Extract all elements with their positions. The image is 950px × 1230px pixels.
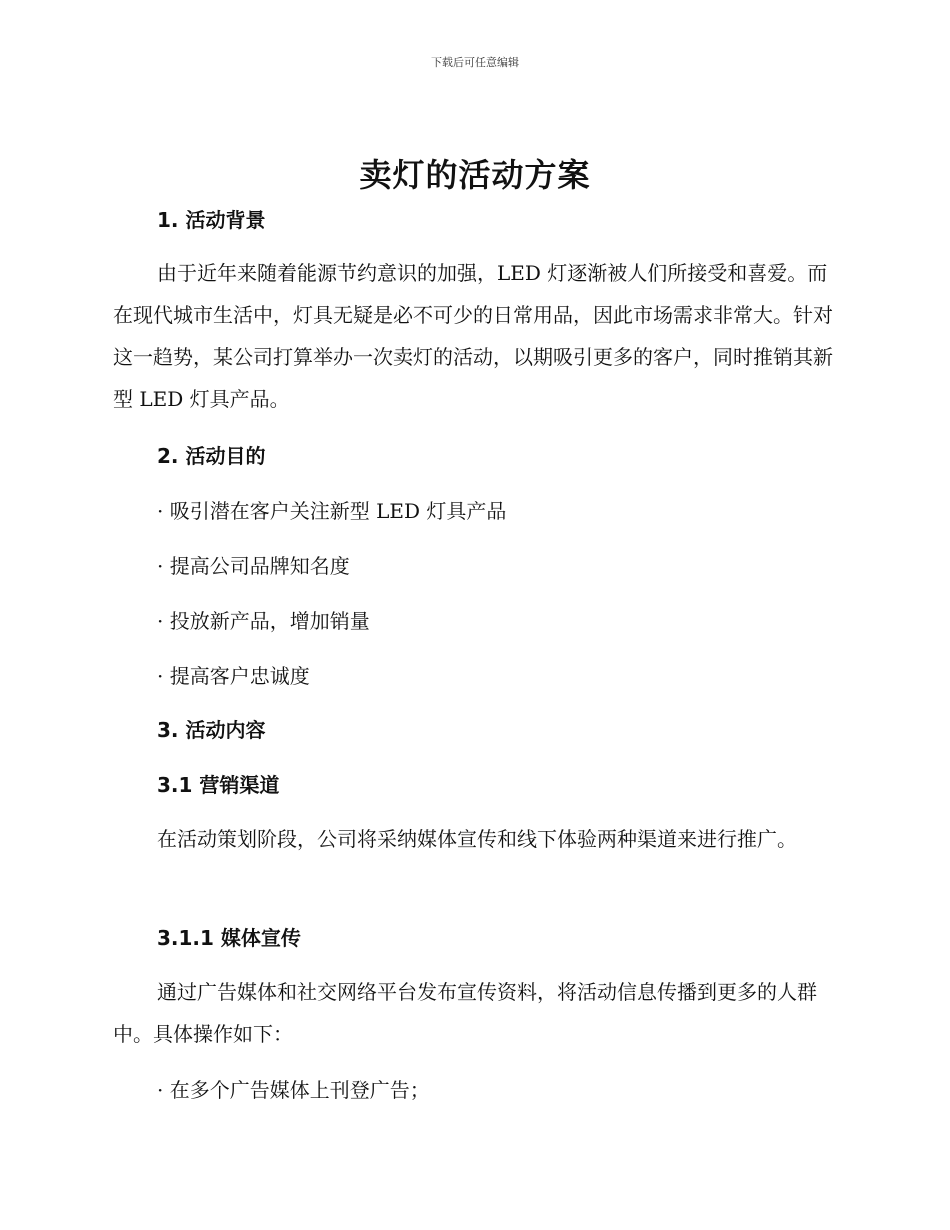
goal-list-item: · 投放新产品，增加销量	[157, 609, 370, 633]
header-note: 下载后可任意编辑	[431, 56, 519, 69]
subsection-heading-media: 3.1.1 媒体宣传	[157, 926, 301, 950]
section-heading-content: 3. 活动内容	[157, 718, 266, 742]
goal-list-item: · 提高公司品牌知名度	[157, 554, 350, 578]
document-title: 卖灯的活动方案	[359, 156, 591, 194]
background-paragraph: 由于近年来随着能源节约意识的加强，LED 灯逐渐被人们所接受和喜爱。而在现代城市生活中，灯具无疑是必不可少的日常用品，因此市场需求非常大。针对这一趋势，某公司打算举办一次卖灯的活动，以期吸引更多的客户，同时推销其新型 LED 灯具产品。	[113, 261, 833, 411]
media-list-item: · 在多个广告媒体上刊登广告；	[157, 1078, 430, 1102]
media-paragraph: 通过广告媒体和社交网络平台发布宣传资料，将活动信息传播到更多的人群中。具体操作如下：	[113, 980, 817, 1046]
channel-paragraph: 在活动策划阶段，公司将采纳媒体宣传和线下体验两种渠道来进行推广。	[157, 827, 797, 851]
goal-list-item: · 提高客户忠诚度	[157, 664, 310, 688]
goal-list-item: · 吸引潜在客户关注新型 LED 灯具产品	[157, 499, 507, 523]
subsection-heading-channel: 3.1 营销渠道	[157, 773, 280, 797]
section-heading-goal: 2. 活动目的	[157, 444, 266, 468]
section-heading-background: 1. 活动背景	[157, 208, 266, 232]
